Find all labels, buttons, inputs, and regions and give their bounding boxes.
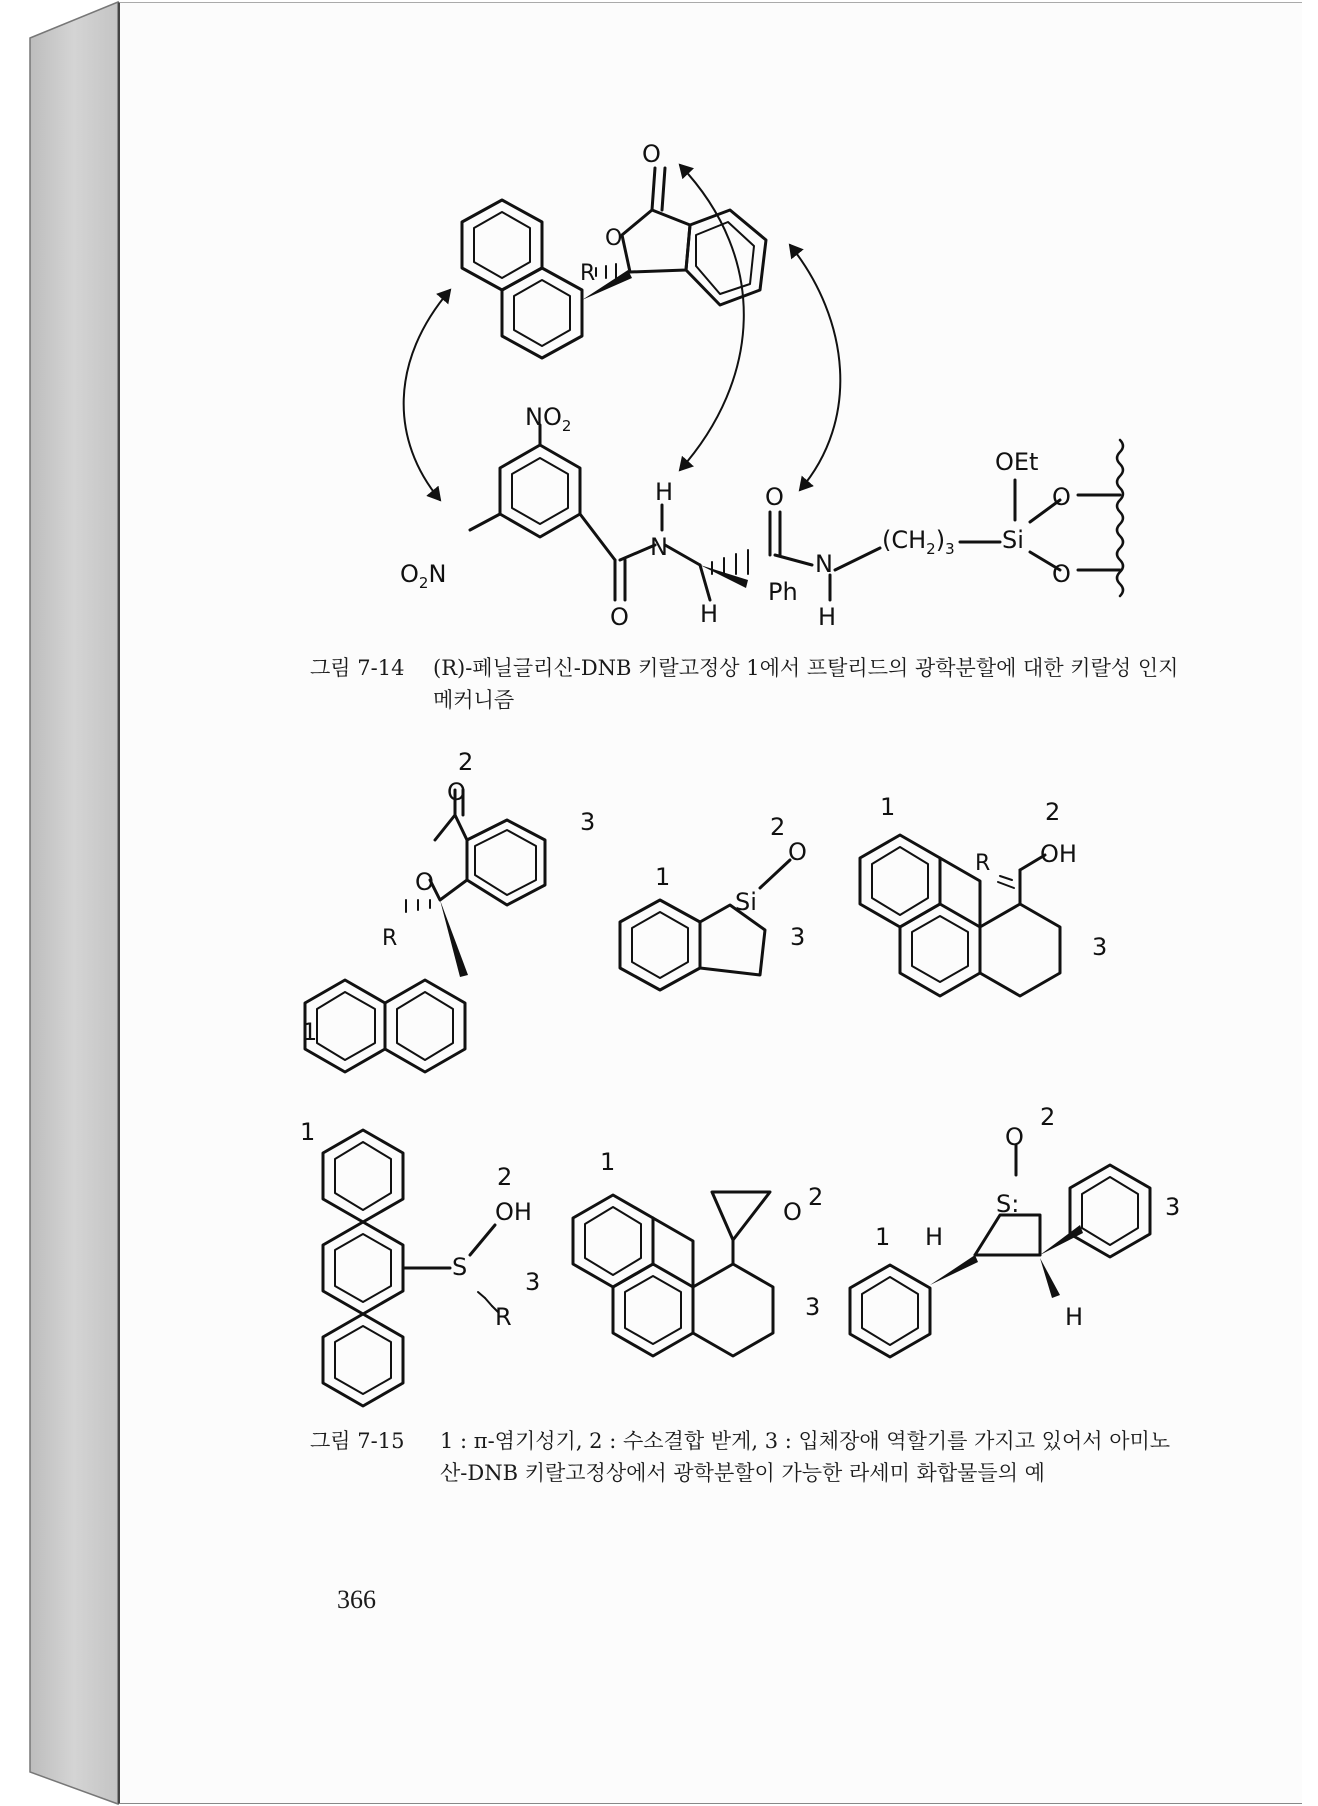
struct-d-label-3: 3 [525,1268,541,1296]
struct-f-h1: H [925,1223,944,1251]
struct-a-label-2: 2 [458,748,474,776]
fig714-si: Si [1002,526,1024,554]
struct-a-o-top: O [447,778,466,806]
fig714-h-alpha: H [700,600,719,628]
structure-f [850,1103,1180,1357]
structure-e [573,1148,823,1356]
struct-d-oh: OH [495,1198,532,1226]
fig714-r: R [580,261,596,286]
struct-b-label-2: 2 [770,813,786,841]
struct-c-oh: OH [1040,840,1077,868]
struct-e-label-3: 3 [805,1293,821,1321]
fig714-n1: N [650,533,668,561]
struct-a-o-ring: O [415,868,434,896]
fig714-o-amide2: O [765,483,784,511]
page-number: 366 [337,1585,376,1614]
struct-e-label-2: 2 [808,1183,824,1211]
fig714-o-ring: O [605,226,623,251]
struct-f-s: S: [996,1190,1020,1218]
struct-e-o: O [783,1198,802,1226]
struct-b-o: O [788,838,807,866]
fig714-n2: N [815,550,833,578]
fig714-h-n2: H [818,603,837,631]
figure-7-15-label: 그림 7-15 [310,1429,405,1453]
struct-c-label-2: 2 [1045,798,1061,826]
struct-c-r: R [975,851,991,876]
fig714-ph: Ph [768,578,798,606]
struct-a-r: R [382,926,398,951]
fig714-h-top: H [655,478,674,506]
structure-c [860,793,1107,996]
struct-b-label-3: 3 [790,923,806,951]
struct-d-s: S [452,1253,468,1281]
struct-f-label-3: 3 [1165,1193,1181,1221]
struct-f-label-2: 2 [1040,1103,1056,1131]
struct-c-label-3: 3 [1092,933,1108,961]
struct-d-r: R [495,1303,512,1331]
struct-e-label-1: 1 [600,1148,616,1176]
struct-a-label-1: 1 [302,1018,318,1046]
struct-d-label-1: 1 [300,1118,316,1146]
fig714-si-o2: O [1052,560,1071,588]
figure-7-14-label: 그림 7-14 [310,656,405,680]
figure-7-15-caption-text: 1 : π-염기성기, 2 : 수소결합 받게, 3 : 입체장애 역할기를 가지고 있어서 아미노산-DNB 키랄고정상에서 광학분할이 가능한 라세미 화합물들의 예 [440,1429,1171,1485]
struct-a-label-3: 3 [580,808,596,836]
fig714-oet: OEt [995,448,1039,476]
struct-f-label-1: 1 [875,1223,891,1251]
struct-f-h2: H [1065,1303,1084,1331]
fig714-o2n: $O_2N$ [400,560,447,592]
structure-b [620,813,807,990]
struct-f-o: O [1005,1123,1024,1151]
struct-b-si: Si [735,888,757,916]
fig714-o-top: O [642,140,661,168]
fig714-o-amide1: O [610,603,629,631]
structure-a [302,748,595,1072]
struct-b-label-1: 1 [655,863,671,891]
fig714-si-o1: O [1052,483,1071,511]
fig714-ch2: $(CH_2)_3$ [882,526,955,558]
struct-c-label-1: 1 [880,793,896,821]
figure-7-14-caption-text: (R)-페닐글리신-DNB 키랄고정상 1에서 프탈리드의 광학분할에 대한 키랄성 인지 메커니즘 [433,656,1179,712]
structure-d [300,1118,540,1406]
struct-d-label-2: 2 [497,1163,513,1191]
fig714-no2: $NO_2$ [525,403,572,435]
